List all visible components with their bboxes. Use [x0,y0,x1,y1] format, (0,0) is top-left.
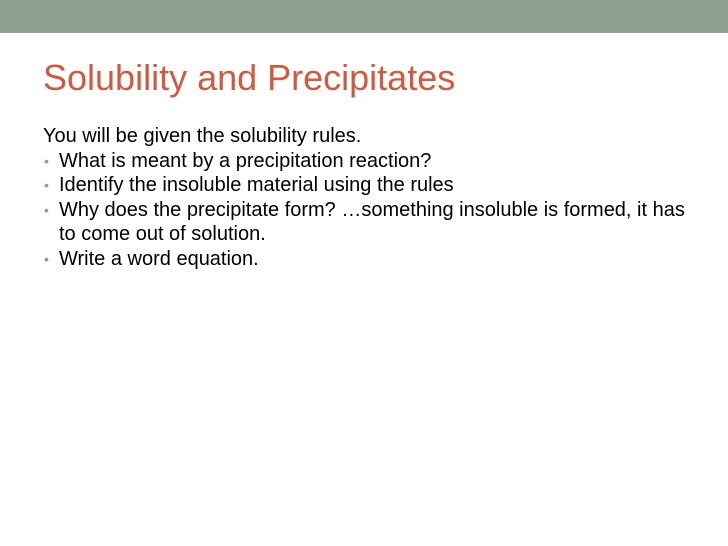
bullet-dot-icon: • [44,201,49,218]
slide-content [43,124,693,271]
top-accent-bar [0,0,728,33]
bullet-text: What is meant by a precipitation reaction? [59,149,432,172]
bullet-item [43,247,693,272]
bullet-text: Identify the insoluble material using the rules [59,174,454,196]
bullet-list [43,149,693,272]
bullet-item [43,149,693,174]
bullet-item [43,198,693,247]
bullet-text: Write a word equation. [59,247,259,270]
bullet-dot-icon: • [44,177,49,193]
bullet-dot-icon: • [44,152,49,169]
slide-title: Solubility and Precipitates [43,57,456,98]
intro-text: You will be given the solubility rules. [43,125,362,147]
bullet-dot-icon: • [44,250,49,267]
bullet-text: Why does the precipitate form? …something insoluble is formed, it has to come out of solution. [59,198,685,245]
bullet-item [43,173,693,198]
